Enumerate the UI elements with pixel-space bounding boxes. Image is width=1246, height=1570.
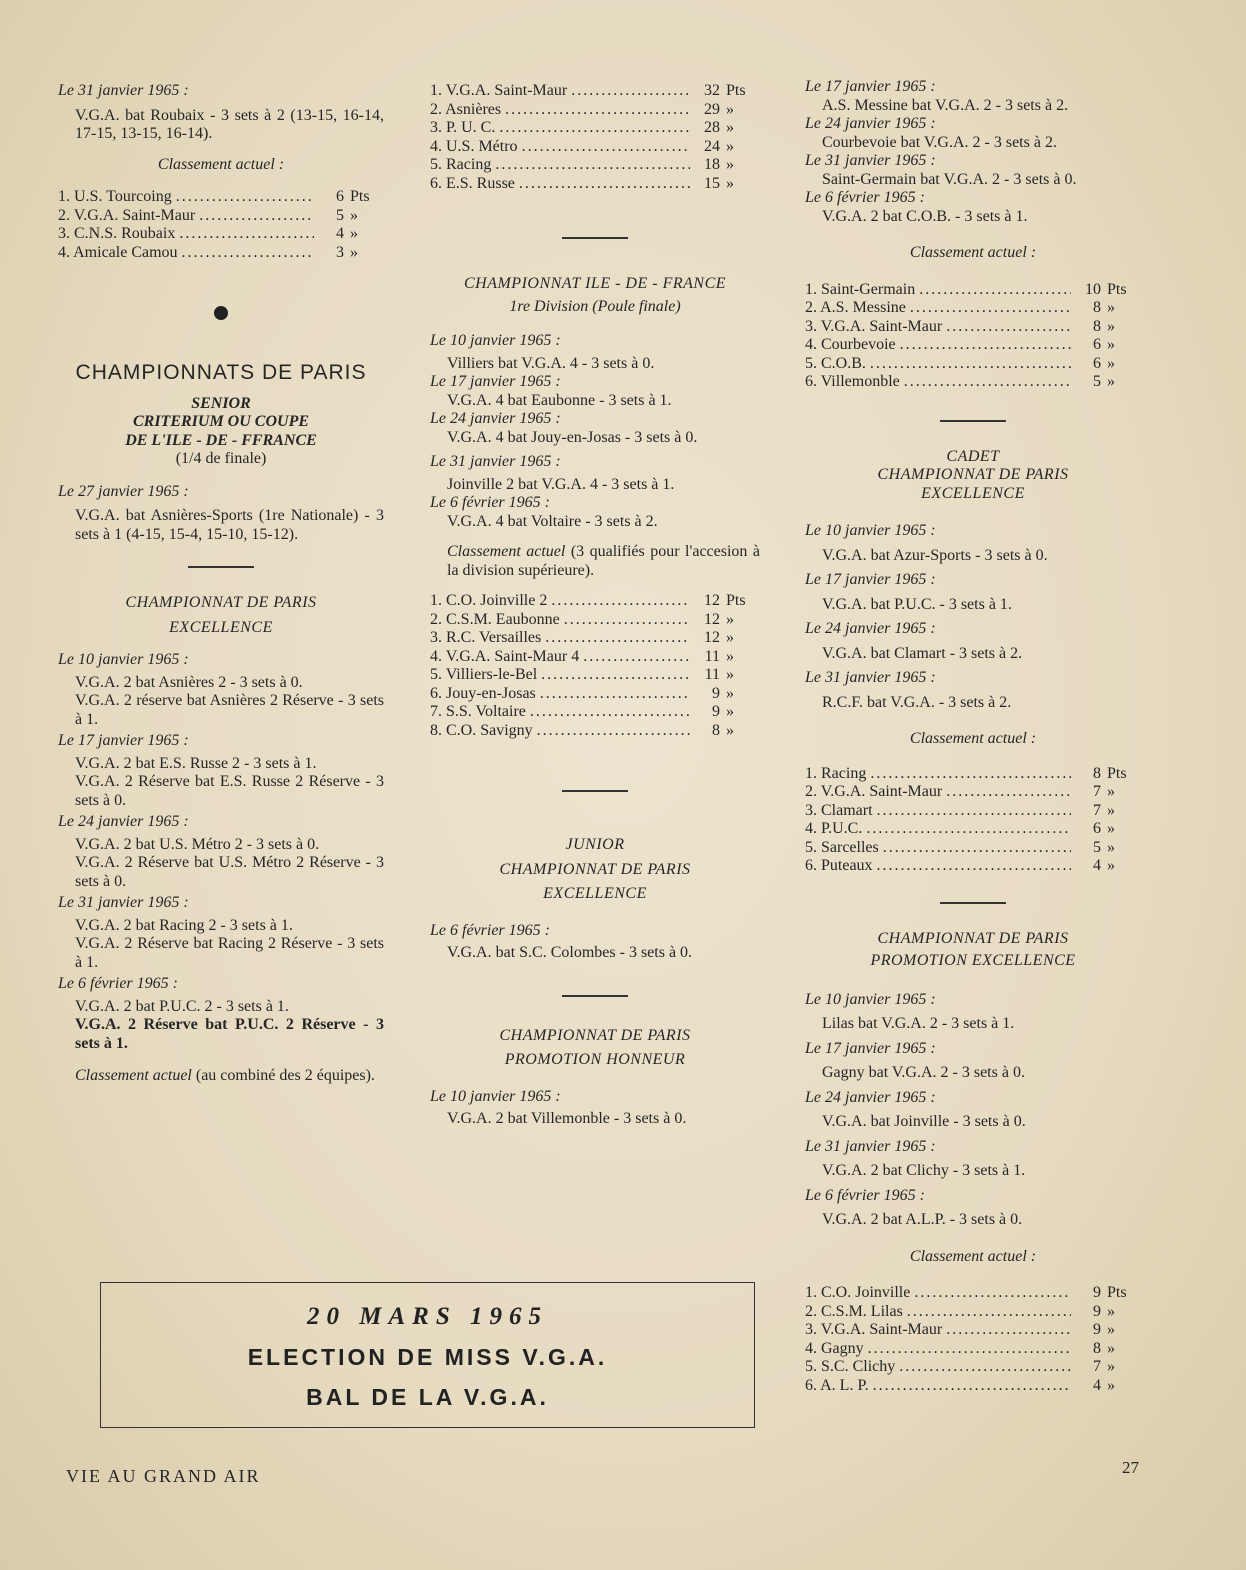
leader-dots xyxy=(540,685,690,704)
match-result: Villiers bat V.G.A. 4 - 3 sets à 0. xyxy=(447,354,655,372)
event-announcement-box xyxy=(100,1282,755,1428)
team-name: 6. Jouy-en-Josas xyxy=(430,684,536,702)
team-points: 9 xyxy=(1093,1284,1101,1301)
leader-dots xyxy=(914,1284,1071,1303)
team-name: 1. Racing xyxy=(805,764,867,782)
team-points: 6 xyxy=(336,188,344,205)
leader-dots xyxy=(505,101,690,120)
points-unit: » xyxy=(1107,373,1115,390)
standings-row xyxy=(805,1377,1141,1396)
round-label: (1/4 de finale) xyxy=(175,450,267,467)
match-result: Joinville 2 bat V.G.A. 4 - 3 sets à 1. xyxy=(447,475,675,493)
team-points: 7 xyxy=(1093,783,1101,800)
leader-dots xyxy=(583,648,690,667)
team-points: 9 xyxy=(1093,1302,1101,1320)
points-unit: » xyxy=(350,243,358,261)
team-points: 5 xyxy=(336,206,344,224)
standings-row xyxy=(430,138,760,157)
leader-dots xyxy=(530,703,690,722)
competition-heading: EXCELLENCE xyxy=(169,618,273,636)
standings-row xyxy=(58,188,384,207)
leader-dots xyxy=(179,225,314,244)
points-unit: » xyxy=(350,206,358,224)
match-date: Le 6 février 1965 : xyxy=(430,921,550,939)
competition-heading: PROMOTION HONNEUR xyxy=(504,1051,686,1068)
competition-heading: CHAMPIONNAT DE PARIS xyxy=(877,466,1069,483)
leader-dots xyxy=(537,722,690,741)
team-points: 6 xyxy=(1093,336,1101,353)
team-points: 32 xyxy=(704,82,720,99)
team-name: 2. V.G.A. Saint-Maur xyxy=(58,206,196,224)
leader-dots xyxy=(551,592,690,611)
match-date: Le 31 janvier 1965 : xyxy=(58,82,189,99)
competition-heading: CHAMPIONNAT ILE - DE - FRANCE xyxy=(463,275,727,292)
team-points: 5 xyxy=(1093,838,1101,856)
separator-rule xyxy=(940,902,1006,904)
standings-heading: Classement actuel : xyxy=(909,1247,1037,1265)
competition-heading: CHAMPIONNAT DE PARIS xyxy=(499,860,691,878)
match-result: R.C.F. bat V.G.A. - 3 sets à 2. xyxy=(822,693,1012,711)
standings-table xyxy=(805,1284,1141,1395)
team-name: 3. R.C. Versailles xyxy=(430,629,542,646)
team-points: 10 xyxy=(1085,280,1101,298)
match-date: Le 17 janvier 1965 : xyxy=(805,571,936,588)
points-unit: Pts xyxy=(1107,280,1127,298)
points-unit: » xyxy=(1107,299,1115,316)
team-name: 5. C.O.B. xyxy=(805,354,866,372)
category-heading: CADET xyxy=(946,447,1000,465)
points-unit: » xyxy=(726,119,734,136)
standings-row xyxy=(805,783,1141,802)
standings-table xyxy=(430,82,760,193)
leader-dots xyxy=(883,839,1071,858)
separator-rule xyxy=(940,420,1006,422)
match-result: V.G.A. 2 bat C.O.B. - 3 sets à 1. xyxy=(822,207,1028,225)
standings-row xyxy=(805,802,1141,821)
standings-row xyxy=(430,82,760,101)
event-date: 20 MARS 1965 xyxy=(307,1303,548,1330)
leader-dots xyxy=(176,188,314,207)
standings-table xyxy=(805,765,1141,876)
team-points: 28 xyxy=(704,119,720,136)
standings-row xyxy=(430,685,760,704)
match-result: V.G.A. 2 bat P.U.C. 2 - 3 sets à 1. xyxy=(75,997,289,1015)
team-name: 4. Amicale Camou xyxy=(58,243,178,261)
team-points: 9 xyxy=(1093,1321,1101,1338)
match-result: V.G.A. bat P.U.C. - 3 sets à 1. xyxy=(822,595,1012,613)
team-points: 3 xyxy=(336,243,344,261)
competition-heading: CHAMPIONNAT DE PARIS xyxy=(125,594,317,611)
team-points: 7 xyxy=(1093,1358,1101,1375)
match-result: V.G.A. 4 bat Eaubonne - 3 sets à 1. xyxy=(447,391,672,409)
points-unit: Pts xyxy=(726,592,746,609)
standings-row xyxy=(430,592,760,611)
standings-row xyxy=(430,703,760,722)
standings-row xyxy=(430,101,760,120)
event-title: ELECTION DE MISS V.G.A. xyxy=(247,1344,608,1370)
leader-dots xyxy=(877,802,1071,821)
competition-heading: DE L'ILE - DE - FFRANCE xyxy=(125,431,317,449)
standings-row xyxy=(805,281,1141,300)
team-name: 6. Puteaux xyxy=(805,857,873,874)
team-name: 7. S.S. Voltaire xyxy=(430,703,526,720)
match-result: V.G.A. bat Clamart - 3 sets à 2. xyxy=(822,644,1023,662)
team-name: 4. P.U.C. xyxy=(805,820,863,837)
team-name: 2. V.G.A. Saint-Maur xyxy=(805,783,943,800)
match-result: V.G.A. 4 bat Voltaire - 3 sets à 2. xyxy=(447,512,658,530)
leader-dots xyxy=(946,783,1071,802)
team-points: 6 xyxy=(1093,354,1101,372)
points-unit: » xyxy=(726,703,734,720)
magazine-name: VIE AU GRAND AIR xyxy=(66,1466,261,1486)
leader-dots xyxy=(910,299,1071,318)
match-date: Le 27 janvier 1965 : xyxy=(58,482,189,500)
points-unit: » xyxy=(350,225,358,242)
match-date: Le 6 février 1965 : xyxy=(805,189,925,206)
team-name: 2. C.S.M. Eaubonne xyxy=(430,610,560,628)
team-points: 12 xyxy=(704,610,720,628)
standings-row xyxy=(805,820,1141,839)
points-unit: » xyxy=(1107,783,1115,800)
points-unit: » xyxy=(726,647,734,665)
match-result: Courbevoie bat V.G.A. 2 - 3 sets à 2. xyxy=(822,133,1057,151)
leader-dots xyxy=(522,138,690,157)
team-points: 29 xyxy=(704,100,720,118)
team-name: 5. Racing xyxy=(430,156,492,173)
team-points: 7 xyxy=(1093,801,1101,819)
points-unit: » xyxy=(726,666,734,683)
match-date: Le 10 janvier 1965 : xyxy=(430,1087,561,1105)
team-points: 6 xyxy=(1093,820,1101,837)
division-heading: 1re Division (Poule finale) xyxy=(509,297,681,315)
category-heading: SENIOR xyxy=(191,394,251,412)
match-date: Le 17 janvier 1965 : xyxy=(58,732,189,749)
team-name: 8. C.O. Savigny xyxy=(430,721,533,739)
points-unit: » xyxy=(726,721,734,739)
standings-row xyxy=(805,1284,1141,1303)
team-points: 4 xyxy=(1093,1376,1101,1394)
match-date: Le 31 janvier 1965 : xyxy=(805,152,936,169)
team-points: 8 xyxy=(1093,1339,1101,1357)
standings-row xyxy=(805,1340,1141,1359)
points-unit: » xyxy=(1107,1376,1115,1394)
match-result: V.G.A. 2 Réserve bat P.U.C. 2 Réserve - 3 sets à 1. xyxy=(75,1016,384,1052)
points-unit: » xyxy=(1107,336,1115,353)
standings-heading: Classement actuel xyxy=(447,543,566,560)
points-unit: » xyxy=(1107,317,1115,335)
competition-heading: CHAMPIONNAT DE PARIS xyxy=(877,929,1069,947)
standings-heading: Classement actuel xyxy=(75,1067,192,1084)
leader-dots xyxy=(564,611,690,630)
points-unit: » xyxy=(1107,1339,1115,1357)
match-result: A.S. Messine bat V.G.A. 2 - 3 sets à 2. xyxy=(822,96,1069,114)
points-unit: » xyxy=(726,610,734,628)
match-date: Le 17 janvier 1965 : xyxy=(430,373,561,390)
points-unit: » xyxy=(726,174,734,192)
leader-dots xyxy=(519,175,690,194)
standings-row xyxy=(430,119,760,138)
standings-note: (3 qualifiés pour l'accesion à la division supérieure). xyxy=(447,543,760,579)
team-points: 5 xyxy=(1093,373,1101,390)
team-points: 12 xyxy=(704,592,720,609)
points-unit: » xyxy=(1107,354,1115,372)
team-points: 9 xyxy=(712,684,720,702)
points-unit: Pts xyxy=(350,188,370,205)
team-name: 4. U.S. Métro xyxy=(430,137,518,155)
points-unit: » xyxy=(1107,801,1115,819)
standings-heading: Classement actuel : xyxy=(157,155,285,173)
match-date: Le 24 janvier 1965 : xyxy=(58,813,189,830)
team-name: 3. Clamart xyxy=(805,801,873,819)
points-unit: » xyxy=(1107,820,1115,837)
match-date: Le 17 janvier 1965 : xyxy=(805,78,936,95)
team-name: 3. V.G.A. Saint-Maur xyxy=(805,1321,943,1338)
standings-row xyxy=(430,722,760,741)
points-unit: » xyxy=(726,156,734,173)
match-date: Le 6 février 1965 : xyxy=(430,494,550,511)
standings-row xyxy=(430,648,760,667)
match-date: Le 24 janvier 1965 : xyxy=(805,1088,936,1106)
team-name: 5. Villiers-le-Bel xyxy=(430,666,538,683)
leader-dots xyxy=(946,318,1071,337)
team-name: 4. Courbevoie xyxy=(805,336,896,353)
match-date: Le 31 janvier 1965 : xyxy=(58,894,189,911)
standings-row xyxy=(58,225,384,244)
standings-row xyxy=(430,629,760,648)
points-unit: Pts xyxy=(1107,764,1127,782)
standings-row xyxy=(430,156,760,175)
team-name: 2. C.S.M. Lilas xyxy=(805,1302,903,1320)
standings-row xyxy=(805,839,1141,858)
column-right xyxy=(805,78,1141,1395)
leader-dots xyxy=(541,666,690,685)
match-result: Gagny bat V.G.A. 2 - 3 sets à 0. xyxy=(822,1064,1025,1081)
standings-heading: Classement actuel : xyxy=(909,244,1037,261)
team-name: 1. C.O. Joinville 2 xyxy=(430,592,548,609)
separator-rule xyxy=(188,566,254,568)
match-result: V.G.A. bat Azur-Sports - 3 sets à 0. xyxy=(822,546,1048,564)
team-name: 2. Asnières xyxy=(430,100,502,118)
team-points: 11 xyxy=(704,666,720,683)
standings-heading: Classement actuel : xyxy=(909,730,1037,747)
match-result: V.G.A. bat Joinville - 3 sets à 0. xyxy=(822,1113,1026,1130)
team-points: 18 xyxy=(704,156,720,173)
competition-heading: CRITERIUM OU COUPE xyxy=(132,413,310,430)
team-name: 6. A. L. P. xyxy=(805,1376,869,1394)
standings-row xyxy=(805,373,1141,392)
page-number: 27 xyxy=(1122,1458,1139,1477)
match-result: V.G.A. 2 bat Clichy - 3 sets à 1. xyxy=(822,1162,1026,1179)
standings-row xyxy=(805,299,1141,318)
team-points: 24 xyxy=(704,137,720,155)
leader-dots xyxy=(877,857,1071,876)
team-name: 5. S.C. Clichy xyxy=(805,1358,896,1375)
match-result: V.G.A. 2 réserve bat Asnières 2 Réserve - 3 sets à 1. xyxy=(75,692,384,728)
column-left xyxy=(58,82,384,1086)
team-points: 12 xyxy=(704,629,720,646)
leader-dots xyxy=(904,373,1071,392)
leader-dots xyxy=(873,1377,1071,1396)
match-result: V.G.A. bat Roubaix - 3 sets à 2 (13-15, 16-14, 17-15, 13-15, 16-14). xyxy=(75,106,384,142)
match-result: V.G.A. bat S.C. Colombes - 3 sets à 0. xyxy=(447,944,693,961)
match-date: Le 31 janvier 1965 : xyxy=(805,1137,936,1155)
match-date: Le 31 janvier 1965 : xyxy=(430,453,561,470)
standings-row xyxy=(430,666,760,685)
leader-dots xyxy=(866,820,1071,839)
separator-rule xyxy=(562,995,628,997)
standings-row xyxy=(430,611,760,630)
points-unit: » xyxy=(1107,1321,1115,1338)
match-result: V.G.A. 2 Réserve bat E.S. Russe 2 Réserve - 3 sets à 0. xyxy=(75,773,384,809)
competition-heading: EXCELLENCE xyxy=(921,484,1025,502)
leader-dots xyxy=(199,207,314,226)
team-name: 1. Saint-Germain xyxy=(805,280,916,298)
match-result: V.G.A. 2 bat Racing 2 - 3 sets à 1. xyxy=(75,916,293,934)
standings-row xyxy=(805,765,1141,784)
team-name: 5. Sarcelles xyxy=(805,838,879,856)
competition-heading: EXCELLENCE xyxy=(543,885,647,902)
leader-dots xyxy=(899,1358,1071,1377)
team-name: 1. C.O. Joinville xyxy=(805,1284,911,1301)
match-result: V.G.A. 2 bat U.S. Métro 2 - 3 sets à 0. xyxy=(75,835,320,853)
match-result: V.G.A. 2 bat Villemonble - 3 sets à 0. xyxy=(447,1110,687,1127)
points-unit: » xyxy=(1107,1358,1115,1375)
match-date: Le 24 janvier 1965 : xyxy=(430,410,561,427)
team-points: 4 xyxy=(336,225,344,242)
competition-heading: CHAMPIONNAT DE PARIS xyxy=(499,1026,691,1044)
standings-row xyxy=(805,318,1141,337)
match-result: V.G.A. 2 bat Asnières 2 - 3 sets à 0. xyxy=(75,673,303,691)
standings-table xyxy=(58,188,384,262)
team-points: 8 xyxy=(1093,299,1101,316)
match-date: Le 24 janvier 1965 : xyxy=(805,115,936,132)
team-name: 3. P. U. C. xyxy=(430,119,496,136)
standings-row xyxy=(805,857,1141,876)
leader-dots xyxy=(499,119,690,138)
points-unit: Pts xyxy=(1107,1284,1127,1301)
match-date: Le 10 janvier 1965 : xyxy=(430,332,561,349)
team-points: 8 xyxy=(1093,317,1101,335)
team-name: 1. U.S. Tourcoing xyxy=(58,188,172,205)
points-unit: Pts xyxy=(726,82,746,99)
match-result: Saint-Germain bat V.G.A. 2 - 3 sets à 0. xyxy=(822,170,1077,188)
standings-table xyxy=(430,592,760,740)
points-unit: » xyxy=(1107,1302,1115,1320)
team-points: 9 xyxy=(712,703,720,720)
separator-rule xyxy=(562,790,628,792)
standings-row xyxy=(805,1303,1141,1322)
team-name: 4. Gagny xyxy=(805,1339,864,1357)
standings-table xyxy=(805,281,1141,392)
match-date: Le 10 janvier 1965 : xyxy=(805,990,936,1008)
match-date: Le 17 janvier 1965 : xyxy=(805,1039,936,1057)
match-result: V.G.A. 2 Réserve bat Racing 2 Réserve - 3 sets à 1. xyxy=(75,935,384,971)
team-name: 3. V.G.A. Saint-Maur xyxy=(805,317,943,335)
match-result: V.G.A. 2 Réserve bat U.S. Métro 2 Réserve - 3 sets à 0. xyxy=(75,854,384,890)
match-result: V.G.A. 2 bat A.L.P. - 3 sets à 0. xyxy=(822,1211,1023,1228)
category-heading: JUNIOR xyxy=(565,836,625,853)
match-date: Le 6 février 1965 : xyxy=(58,975,178,992)
team-name: 2. A.S. Messine xyxy=(805,299,906,316)
points-unit: » xyxy=(726,629,734,646)
leader-dots xyxy=(900,336,1071,355)
leader-dots xyxy=(571,82,690,101)
match-date: Le 24 janvier 1965 : xyxy=(805,620,936,637)
leader-dots xyxy=(495,156,690,175)
separator-rule xyxy=(562,237,628,239)
team-points: 4 xyxy=(1093,857,1101,874)
standings-note: (au combiné des 2 équipes). xyxy=(195,1067,375,1084)
team-points: 15 xyxy=(704,174,720,192)
team-name: 6. E.S. Russe xyxy=(430,174,515,192)
leader-dots xyxy=(870,355,1071,374)
match-date: Le 10 janvier 1965 : xyxy=(805,522,936,539)
leader-dots xyxy=(919,281,1071,300)
section-title: CHAMPIONNATS DE PARIS xyxy=(75,361,367,384)
team-name: 6. Villemonble xyxy=(805,373,900,390)
competition-heading: PROMOTION EXCELLENCE xyxy=(870,952,1076,969)
standings-row xyxy=(805,1321,1141,1340)
match-date: Le 10 janvier 1965 : xyxy=(58,651,189,668)
points-unit: » xyxy=(726,137,734,155)
match-result: V.G.A. 4 bat Jouy-en-Josas - 3 sets à 0. xyxy=(447,428,698,446)
points-unit: » xyxy=(726,684,734,702)
bullet-dot xyxy=(214,306,228,320)
leader-dots xyxy=(182,244,314,263)
leader-dots xyxy=(545,629,690,648)
column-middle xyxy=(430,82,760,1129)
standings-row xyxy=(58,244,384,263)
points-unit: » xyxy=(726,100,734,118)
standings-row xyxy=(805,1358,1141,1377)
standings-row xyxy=(58,207,384,226)
match-date: Le 31 janvier 1965 : xyxy=(805,669,936,686)
team-name: 3. C.N.S. Roubaix xyxy=(58,225,176,242)
match-result: V.G.A. 2 bat E.S. Russe 2 - 3 sets à 1. xyxy=(75,754,317,772)
leader-dots xyxy=(868,1340,1071,1359)
team-points: 8 xyxy=(712,721,720,739)
team-points: 11 xyxy=(704,647,720,665)
leader-dots xyxy=(907,1303,1071,1322)
points-unit: » xyxy=(1107,838,1115,856)
standings-row xyxy=(430,175,760,194)
standings-row xyxy=(805,355,1141,374)
match-result: V.G.A. bat Asnières-Sports (1re Nationale) - 3 sets à 1 (4-15, 15-4, 15-10, 15-12). xyxy=(75,507,384,543)
team-name: 4. V.G.A. Saint-Maur 4 xyxy=(430,647,580,665)
team-points: 8 xyxy=(1093,764,1101,782)
leader-dots xyxy=(870,765,1071,784)
standings-row xyxy=(805,336,1141,355)
team-name: 1. V.G.A. Saint-Maur xyxy=(430,82,568,99)
match-result: Lilas bat V.G.A. 2 - 3 sets à 1. xyxy=(822,1015,1015,1032)
match-date: Le 6 février 1965 : xyxy=(805,1186,925,1204)
points-unit: » xyxy=(1107,857,1115,874)
leader-dots xyxy=(946,1321,1071,1340)
event-subtitle: BAL DE LA V.G.A. xyxy=(306,1384,549,1410)
